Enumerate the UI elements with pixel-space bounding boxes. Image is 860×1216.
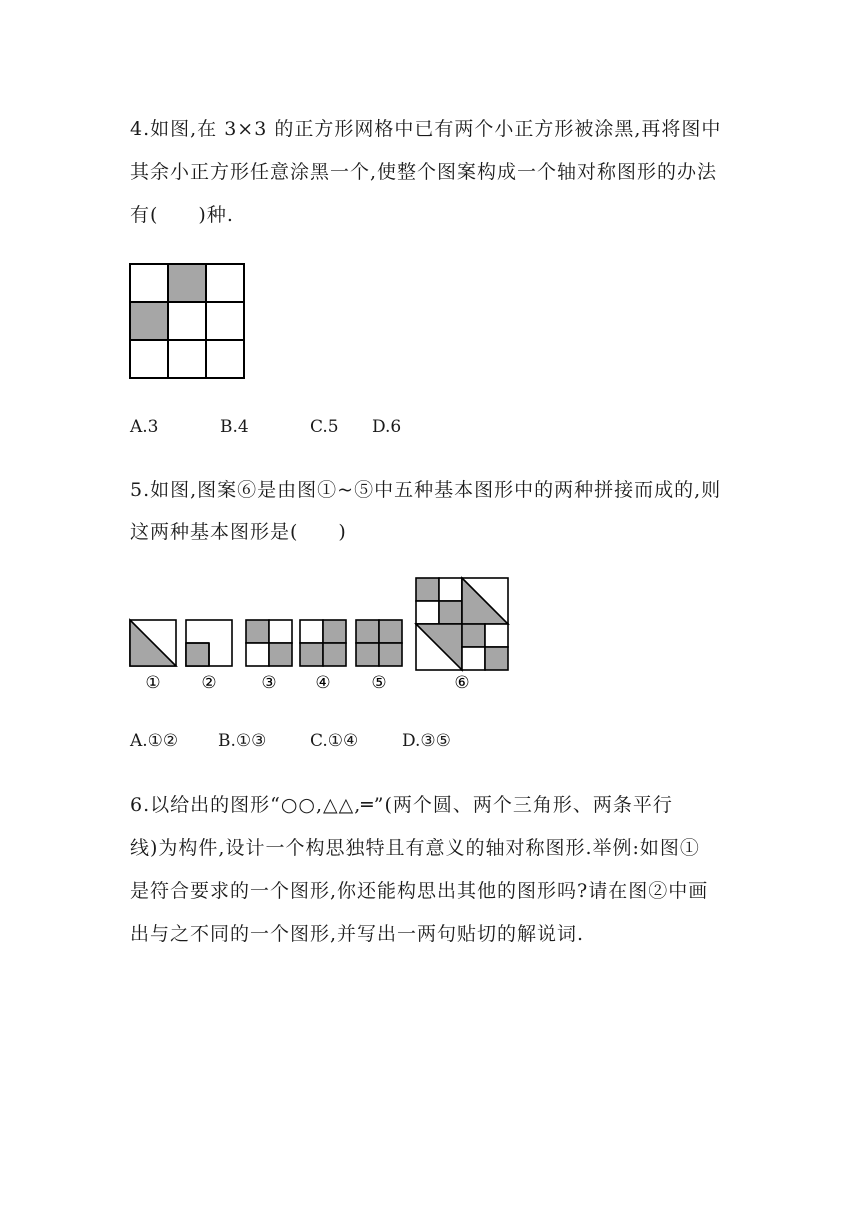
tile-5 bbox=[356, 620, 402, 666]
q4-line-2: 其余小正方形任意涂黑一个,使整个图案构成一个轴对称图形的办法 bbox=[130, 161, 718, 183]
q6-line-1: 6.以给出的图形“○○,△△,═”(两个圆、两个三角形、两条平行 bbox=[130, 794, 673, 816]
grid-cell bbox=[168, 340, 206, 378]
grid-cell-shaded bbox=[130, 302, 168, 340]
q4-option-c: C.5 bbox=[310, 417, 339, 437]
tile-2 bbox=[186, 620, 232, 666]
q4-option-b: B.4 bbox=[220, 417, 249, 437]
q5-tiles-figure bbox=[126, 574, 512, 694]
label-5: ⑤ bbox=[371, 673, 387, 693]
label-6: ⑥ bbox=[454, 673, 470, 693]
grid-cell bbox=[130, 340, 168, 378]
q6-line-4: 出与之不同的一个图形,并写出一两句贴切的解说词. bbox=[130, 923, 585, 945]
grid-cell bbox=[130, 264, 168, 302]
tile-4 bbox=[300, 620, 346, 666]
q4-option-a: A.3 bbox=[130, 417, 159, 437]
tile-1 bbox=[130, 620, 176, 666]
q5-option-c: C.①④ bbox=[310, 731, 359, 751]
grid-cell bbox=[168, 302, 206, 340]
label-2: ② bbox=[201, 673, 217, 693]
q5-line-2: 这两种基本图形是( ) bbox=[130, 521, 347, 543]
grid-cell-shaded bbox=[168, 264, 206, 302]
q5-line-1: 5.如图,图案⑥是由图①~⑤中五种基本图形中的两种拼接而成的,则 bbox=[130, 479, 722, 501]
grid-cell bbox=[206, 264, 244, 302]
grid-cell bbox=[206, 302, 244, 340]
label-1: ① bbox=[145, 673, 161, 693]
q6-line-2: 线)为构件,设计一个构思独特且有意义的轴对称图形.举例:如图① bbox=[130, 837, 700, 859]
q5-option-b: B.①③ bbox=[218, 731, 267, 751]
q6-line-3: 是符合要求的一个图形,你还能构思出其他的图形吗?请在图②中画 bbox=[130, 880, 709, 902]
q4-line-3: 有( )种. bbox=[130, 204, 234, 226]
q4-option-d: D.6 bbox=[372, 417, 402, 437]
q4-grid-figure bbox=[128, 262, 246, 380]
grid-cell bbox=[206, 340, 244, 378]
tile-6 bbox=[416, 578, 508, 670]
q5-option-a: A.①② bbox=[130, 731, 179, 751]
label-3: ③ bbox=[261, 673, 277, 693]
tile-3 bbox=[246, 620, 292, 666]
q5-option-d: D.③⑤ bbox=[402, 731, 451, 751]
q4-line-1: 4.如图,在 3×3 的正方形网格中已有两个小正方形被涂黑,再将图中 bbox=[130, 118, 722, 140]
label-4: ④ bbox=[315, 673, 331, 693]
